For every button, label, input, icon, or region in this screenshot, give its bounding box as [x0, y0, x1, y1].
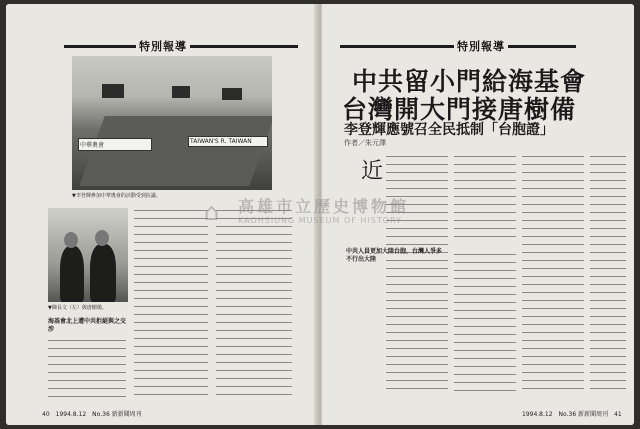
page-footer-left: 40 1994.8.12 No.36 新新聞周刊: [42, 411, 142, 418]
truck-shape: [172, 86, 190, 98]
watermark-chinese: 高雄市立歷史博物館: [238, 197, 410, 216]
section-header-left: [64, 40, 298, 52]
headline-line-1: 中共留小門給海基會: [352, 67, 587, 96]
headline-line-2: 台灣開大門接唐樹備: [342, 95, 577, 124]
person-head: [95, 230, 109, 246]
person-figure: [90, 244, 116, 302]
byline: 作者／朱元澤: [344, 139, 386, 147]
portrait-caption: ▼陳長文（左）與唐樹備。: [48, 305, 107, 311]
truck-shape: [102, 84, 124, 98]
museum-logo-icon: ⌂: [204, 198, 220, 226]
text-column: [48, 340, 126, 404]
text-column: [454, 254, 516, 404]
person-figure: [60, 246, 84, 302]
watermark-english: KAOHSIUNG MUSEUM OF HISTORY: [238, 216, 402, 225]
person-head: [64, 232, 78, 248]
subheadline: 李登輝應號召全民抵制「台胞證」: [344, 122, 554, 138]
protest-banner: TAIWAN'S R. TAIWAN: [188, 136, 268, 147]
truck-shape: [222, 88, 242, 100]
magazine-spread: [6, 4, 634, 425]
section-label: 特別報導: [136, 38, 190, 54]
section-subhead: 中共人員更加大陸台胞，台灣人爭多不行出大陸: [346, 248, 443, 263]
text-column: [522, 156, 584, 404]
protest-banner: 中華奧會: [78, 138, 152, 151]
text-column: [216, 210, 292, 404]
text-column: [590, 156, 626, 404]
portrait-note: 海基會北上遭中共拒絕與之交涉: [48, 318, 127, 333]
section-label: 特別報導: [454, 38, 508, 54]
drop-cap: 近: [361, 159, 384, 184]
photo-caption: ▼李登輝參加中華奧會的活動受到抗議。: [72, 193, 161, 199]
road-shape: [79, 116, 272, 186]
page-footer-right: 1994.8.12 No.36 新新聞周刊 41: [522, 411, 622, 418]
portrait-photo: [48, 208, 128, 302]
text-column: [134, 210, 208, 404]
museum-watermark: [204, 194, 494, 234]
protest-photo: [72, 56, 272, 190]
section-header-right: [340, 40, 576, 52]
